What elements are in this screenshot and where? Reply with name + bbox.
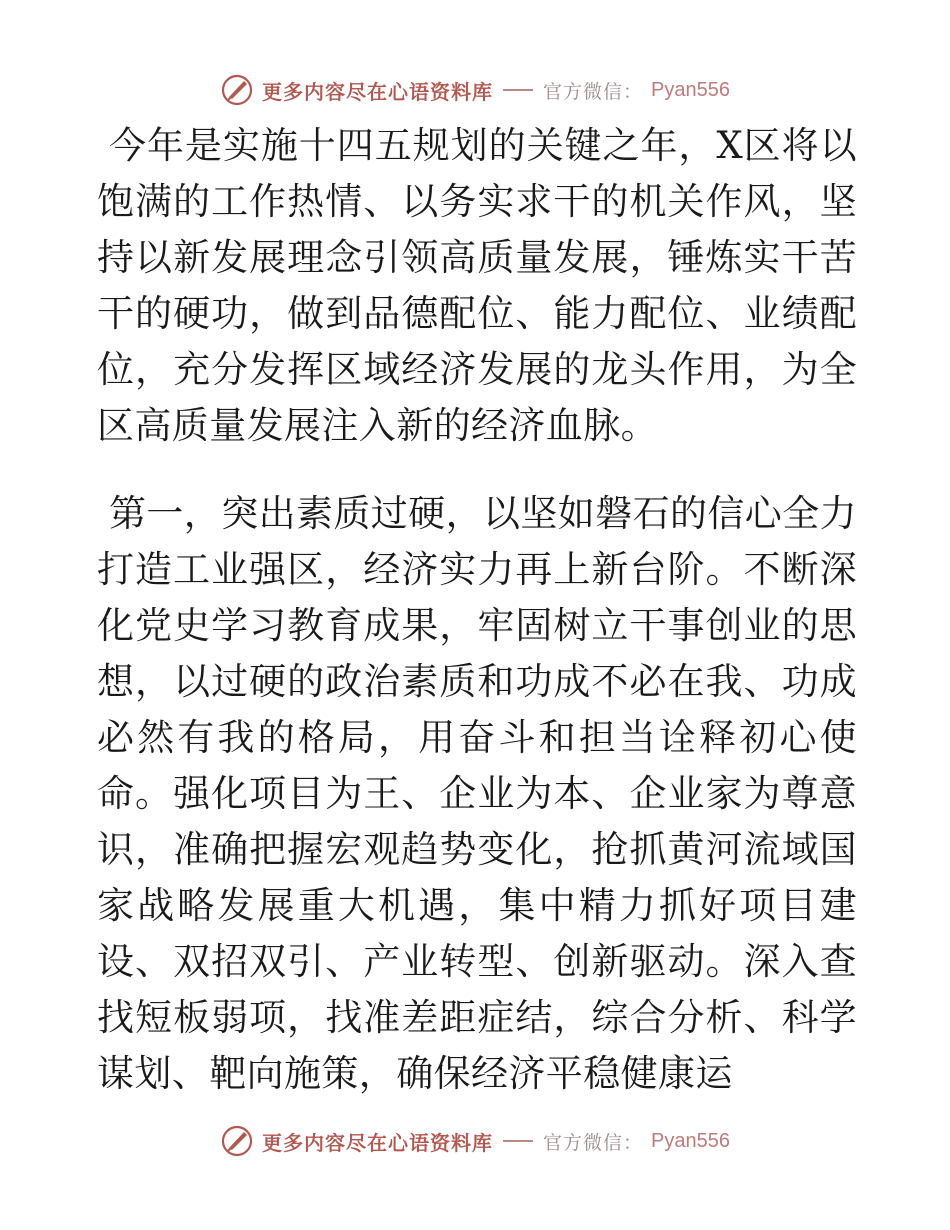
- quill-logo-icon: [220, 1124, 254, 1158]
- watermark-dash: [503, 1140, 533, 1142]
- quill-logo-icon: [220, 73, 254, 107]
- watermark-dash: [503, 89, 533, 91]
- footer-watermark: [0, 1121, 950, 1161]
- watermark-wechat-id: Pyan556: [651, 1129, 730, 1152]
- watermark-wechat-id: Pyan556: [651, 78, 730, 101]
- watermark-official-label: 官方微信：: [543, 1131, 644, 1154]
- watermark-site-text: 更多内容尽在心语资料库: [262, 1130, 493, 1155]
- watermark-official-label: 官方微信：: [543, 80, 644, 103]
- paragraph-first-point: 第一，突出素质过硬，以坚如磐石的信心全力打造工业强区，经济实力再上新台阶。不断深化党史学习教育成果，牢固树立干事创业的思想，以过硬的政治素质和功成不必在我、功成必然有我的格局，用奋斗和担当诠释初心使命。强化项目为王、企业为本、企业家为尊意识，准确把握宏观趋势变化，抢抓黄河流域国家战略发展重大机遇，集中精力抓好项目建设、双招双引、产业转型、创新驱动。深入查找短板弱项，找准差距症结，综合分析、科学谋划、靶向施策，确保经济平稳健康运: [97, 492, 857, 1095]
- header-watermark: [0, 70, 950, 110]
- watermark-site-text: 更多内容尽在心语资料库: [262, 79, 493, 104]
- paragraph-intro: 今年是实施十四五规划的关键之年，X区将以饱满的工作热情、以务实求干的机关作风，坚持以新发展理念引领高质量发展，锤炼实干苦干的硬功，做到品德配位、能力配位、业绩配位，充分发挥区域经济发展的龙头作用，为全区高质量发展注入新的经济血脉。: [97, 124, 857, 447]
